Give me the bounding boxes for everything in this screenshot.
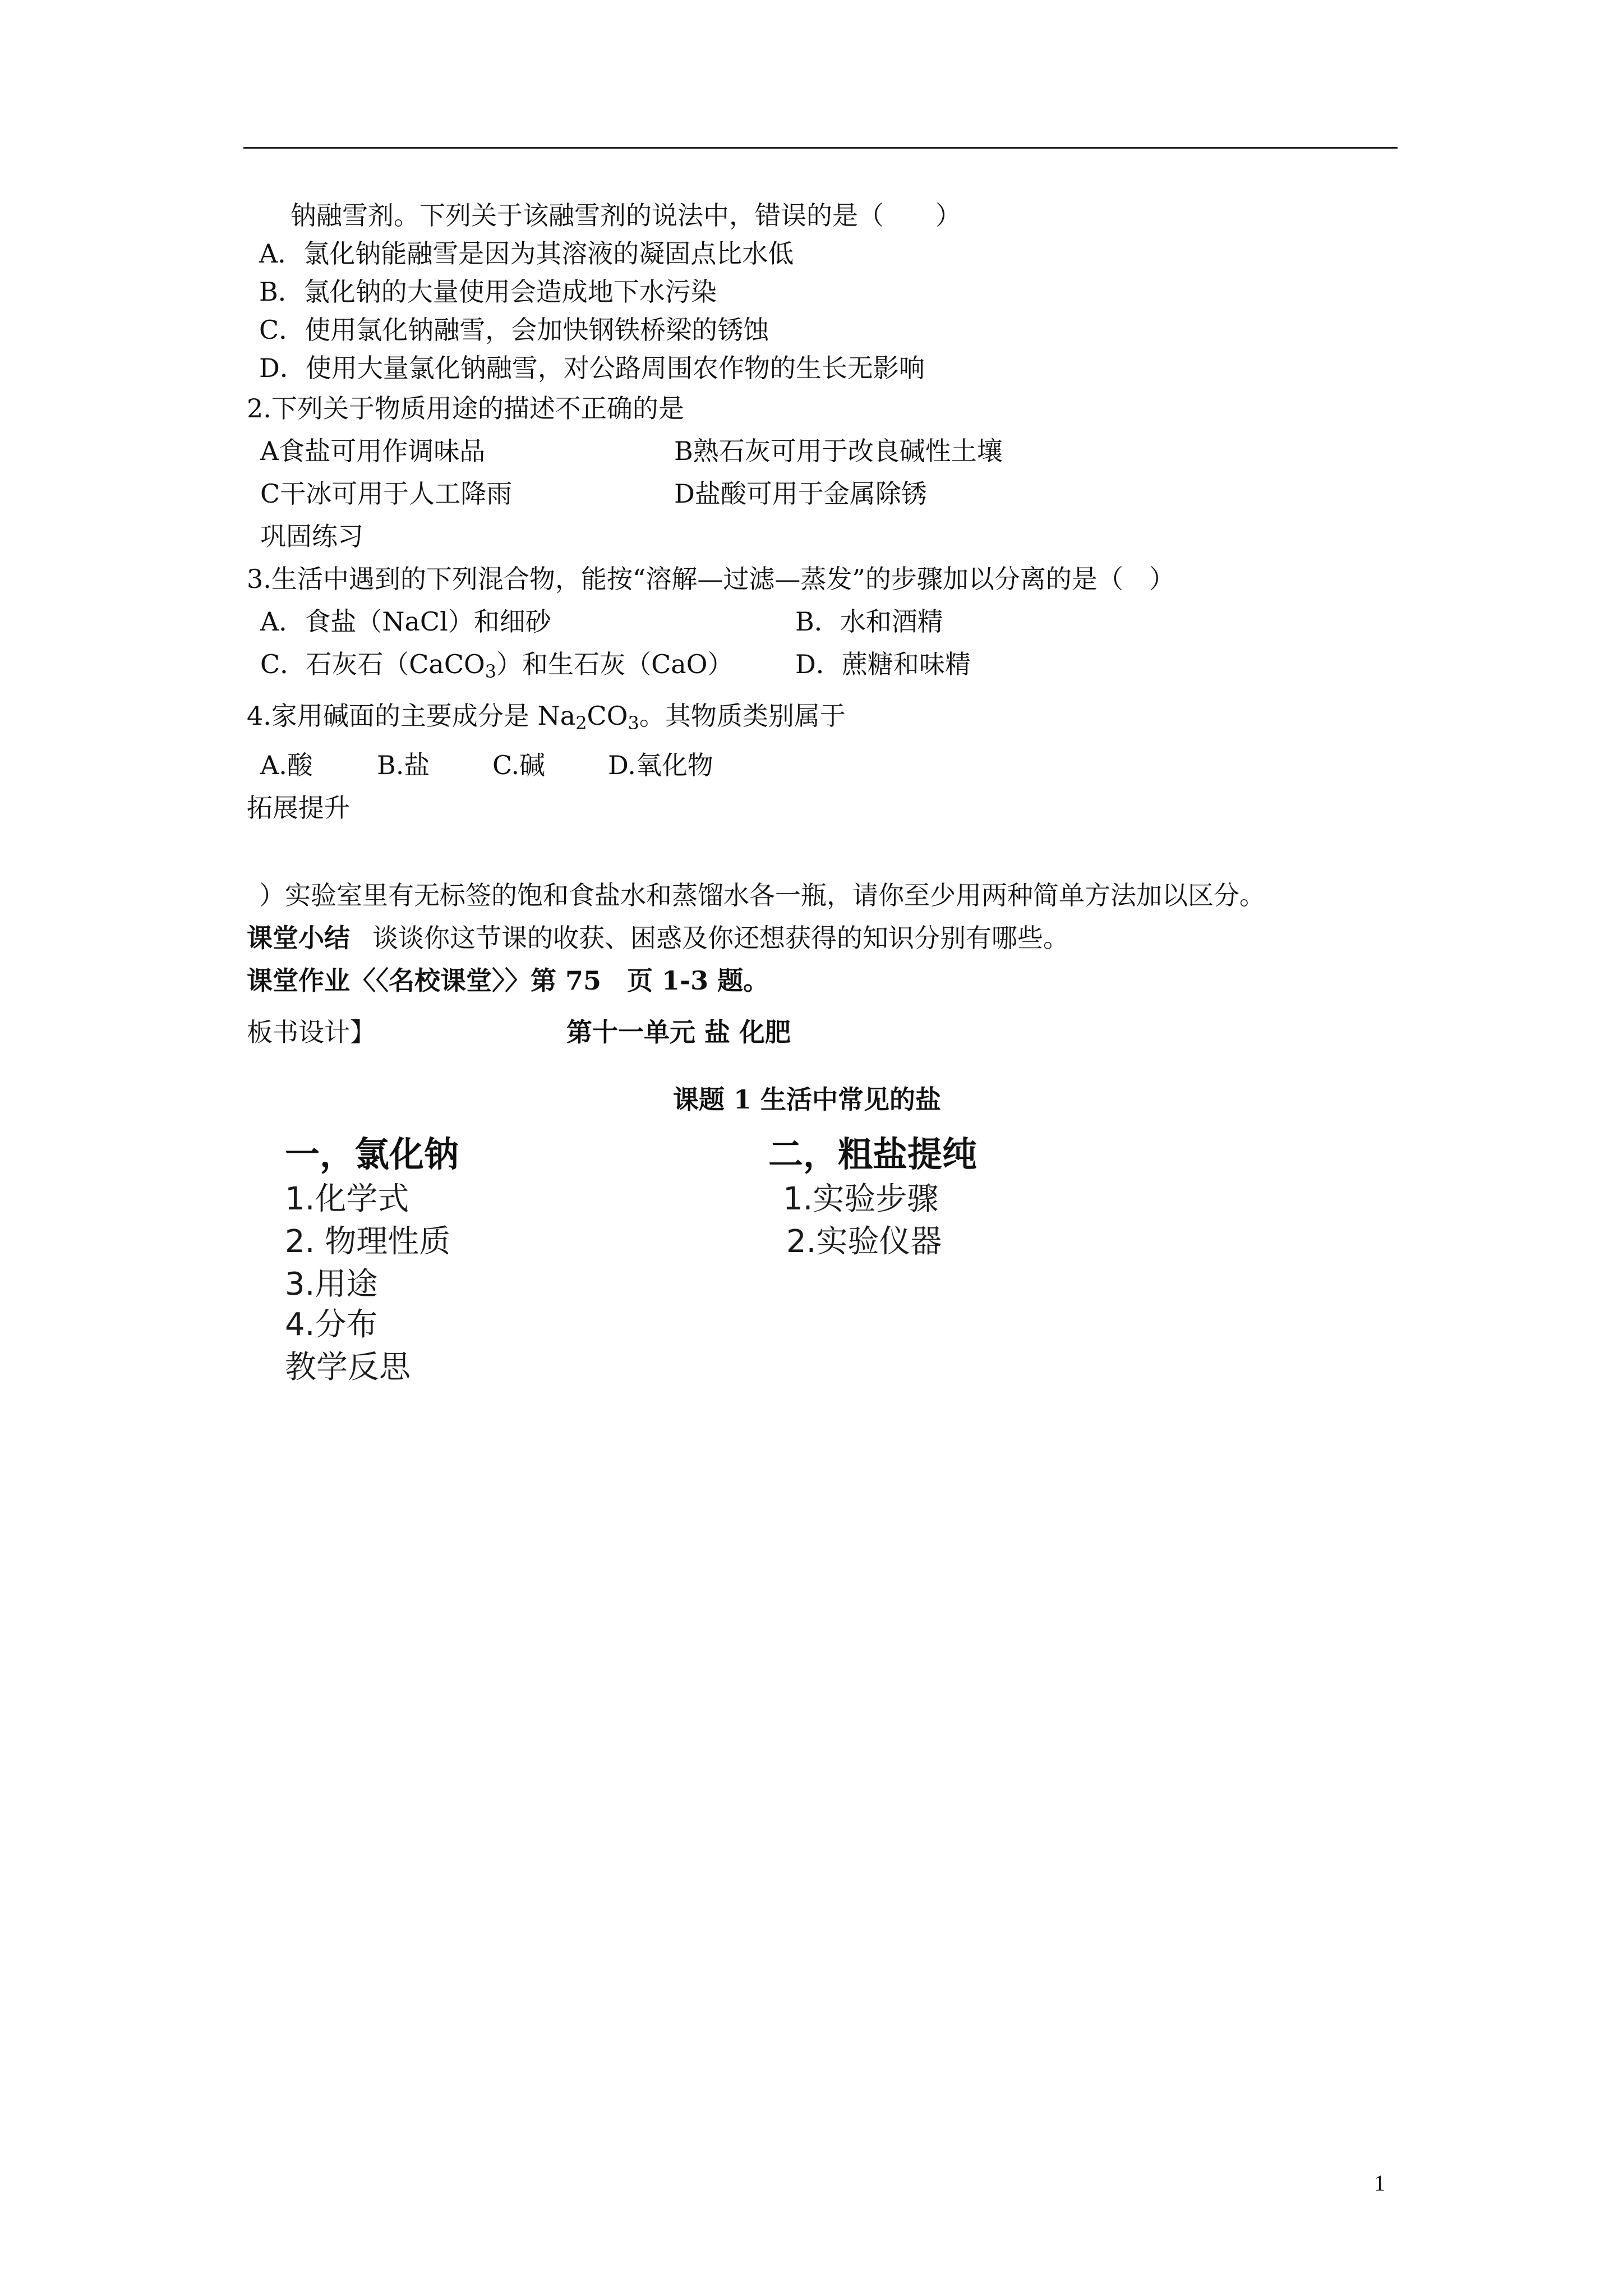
board-design-label: 板书设计】 [247,1017,376,1047]
unit-title: 第十一单元 盐 化肥 [566,1017,791,1047]
q2-option-d: D盐酸可用于金属除锈 [674,478,927,509]
q3-option-b: B．水和酒精 [795,606,943,637]
class-summary [247,922,1069,954]
q4-option-b: B.盐 [377,750,430,780]
lesson-title: 课题 1 生活中常见的盐 [673,1084,942,1115]
page-number: 1 [1374,2170,1385,2196]
extend-question: ）实验室里有无标签的饱和食盐水和蒸馏水各一瓶，请你至少用两种简单方法加以区分。 [259,880,1265,910]
q1-stem: 钠融雪剂。下列关于该融雪剂的说法中，错误的是（ ） [291,200,961,231]
q3-option-a: A．食盐（NaCl）和细砂 [260,606,551,637]
header-rule [243,147,1398,149]
q4-option-d: D.氧化物 [608,750,713,780]
q1-option-a: A．氯化钠能融雪是因为其溶液的凝固点比水低 [259,238,794,269]
summary-text: 谈谈你这节课的收获、困惑及你还想获得的知识分别有哪些。 [372,923,1069,953]
q1-option-b: B．氯化钠的大量使用会造成地下水污染 [259,277,717,307]
board-image [269,1122,987,1436]
board-left-item-4: 4.分布 [285,1306,378,1343]
q4-option-a: A.酸 [260,750,313,780]
q4-stem: 4.家用碱面的主要成分是 $Na_2CO_3$。其物质类别属于 [247,701,846,734]
board-left-item-1: 1.化学式 [285,1181,409,1217]
board-right-item-2: 2.实验仪器 [786,1223,942,1260]
homework: 课堂作业〈〈名校课堂〉〉第 75 页 1-3 题。 [247,965,769,996]
q2-option-c: C干冰可用于人工降雨 [260,478,513,509]
q2-option-a: A食盐可用作调味品 [260,436,486,466]
q4-option-c: C.碱 [492,750,546,780]
q1-option-d: D．使用大量氯化钠融雪，对公路周围农作物的生长无影响 [259,353,925,383]
section-consolidate: 巩固练习 [260,521,363,551]
board-left-item-3: 3.用途 [285,1266,378,1303]
board-right-heading: 二，粗盐提纯 [768,1134,978,1175]
board-reflection: 教学反思 [285,1349,411,1386]
board-left-heading: 一，氯化钠 [285,1134,459,1175]
q1-option-c: C．使用氯化钠融雪，会加快钢铁桥梁的锈蚀 [259,315,769,345]
q3-option-c: C．石灰石（CaCO$_3$）和生石灰（CaO） [260,649,734,682]
q2-option-b: B熟石灰可用于改良碱性土壤 [674,436,1003,466]
board-right-item-1: 1.实验步骤 [783,1181,939,1217]
board-left-item-2: 2. 物理性质 [285,1223,451,1260]
summary-label: 课堂小结 [247,923,350,953]
q3-option-d: D．蔗糖和味精 [795,649,971,679]
q3-stem: 3.生活中遇到的下列混合物，能按“溶解—过滤—蒸发”的步骤加以分离的是（ ） [247,564,1175,594]
section-extend: 拓展提升 [247,793,350,823]
q2-stem: 2.下列关于物质用途的描述不正确的是 [247,393,684,424]
